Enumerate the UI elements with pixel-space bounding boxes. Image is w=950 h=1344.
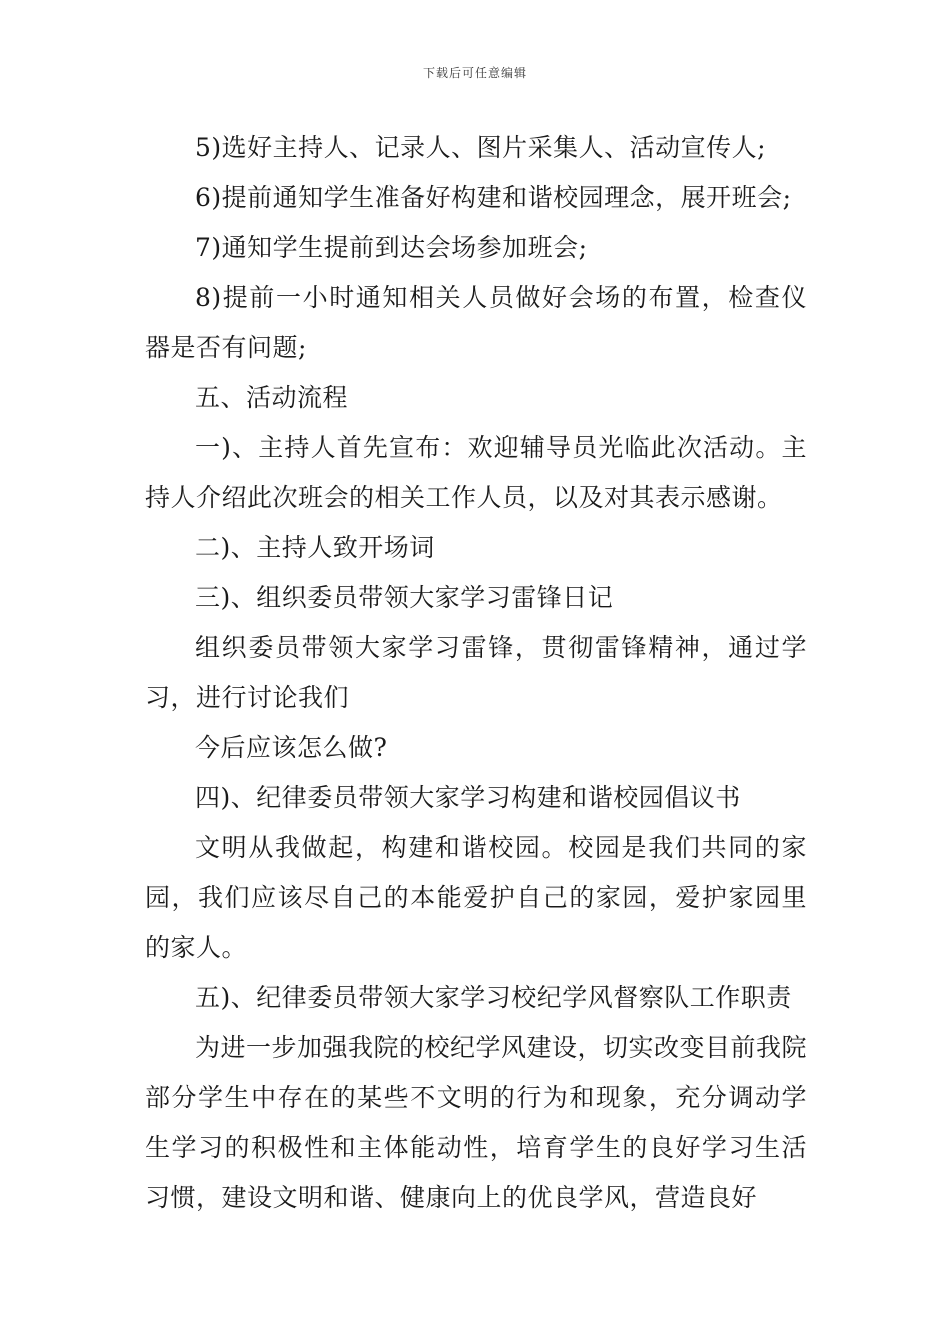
paragraph-item-5: 5)选好主持人、记录人、图片采集人、活动宣传人; [195, 133, 767, 162]
step-3-body: 组织委员带领大家学习雷锋，贯彻雷锋精神，通过学习，进行讨论我们 [145, 633, 807, 712]
step-3-heading: 三)、组织委员带领大家学习雷锋日记 [195, 583, 614, 612]
step-4-body: 文明从我做起，构建和谐校园。校园是我们共同的家园，我们应该尽自己的本能爱护自己的家园，爱护家园里的家人。 [145, 833, 807, 962]
step-1-paragraph: 一)、主持人首先宣布：欢迎辅导员光临此次活动。主持人介绍此次班会的相关工作人员，以及对其表示感谢。 [145, 433, 807, 512]
section-heading-activity-flow: 五、活动流程 [195, 383, 349, 412]
document-body [145, 123, 807, 1223]
step-5-body: 为进一步加强我院的校纪学风建设，切实改变目前我院部分学生中存在的某些不文明的行为和现象，充分调动学生学习的积极性和主体能动性，培育学生的良好学习生活习惯，建设文明和谐、健康向上的优良学风，营造良好 [145, 1033, 808, 1212]
paragraph-item-6: 6)提前通知学生准备好构建和谐校园理念，展开班会; [195, 183, 792, 212]
paragraph-item-7: 7)通知学生提前到达会场参加班会; [195, 233, 588, 262]
step-2-paragraph: 二)、主持人致开场词 [195, 533, 435, 562]
step-5-heading: 五)、纪律委员带领大家学习校纪学风督察队工作职责 [195, 983, 792, 1012]
step-4-heading: 四)、纪律委员带领大家学习构建和谐校园倡议书 [195, 783, 741, 812]
paragraph-item-8: 8)提前一小时通知相关人员做好会场的布置，检查仪器是否有问题; [145, 283, 807, 362]
step-3-body-continued: 今后应该怎么做? [195, 733, 388, 762]
page-header-note: 下载后可任意编辑 [422, 66, 527, 80]
